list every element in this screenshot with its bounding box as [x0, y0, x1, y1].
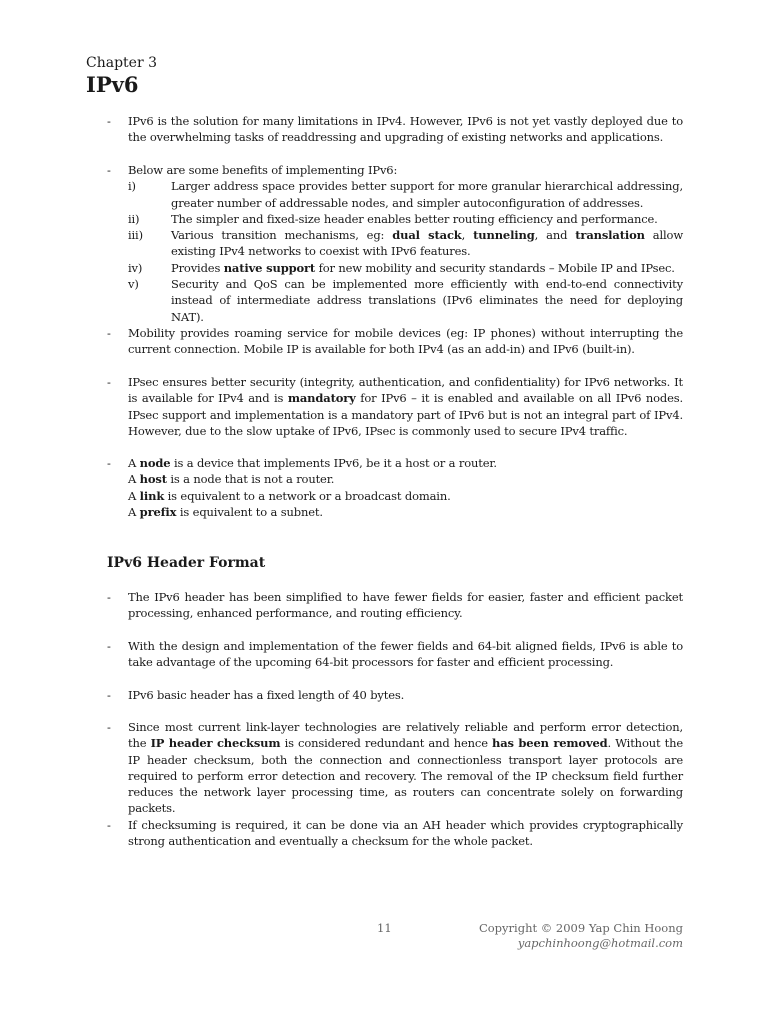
- bullet-text: Below are some benefits of implementing IPv6:: [128, 163, 398, 177]
- bullet-text: Since most current link-layer technologies are relatively reliable and perform error detection, the IP header checksum is considered redundant and hence has been removed. Without the IP header checksum, both the connection and connectionless transport layer protocols are required to perform error detection and recovery. The removal of the IP checksum field further reduces the network layer processing time, as routers can concentrate solely on forwarding packets.: [128, 720, 683, 816]
- benefit-number: i): [128, 179, 136, 194]
- bullet-text: IPv6 is the solution for many limitations in IPv4. However, IPv6 is not yet vastly deployed due to the overwhelming tasks of readdressing and upgrading of existing networks and applications.: [128, 114, 683, 145]
- bullet-text: The IPv6 header has been simplified to have fewer fields for easier, faster and efficient packet processing, enhanced performance, and routing efficiency.: [128, 590, 683, 621]
- benefit-number: ii): [128, 211, 140, 226]
- bullet-marker: -: [107, 590, 111, 604]
- definition-host: A host is a node that is not a router.: [128, 472, 335, 487]
- benefit-text: Security and QoS can be implemented more efficiently with end-to-end connectivity instead of intermediate address translations (IPv6 eliminates the need for deploying NAT).: [171, 277, 683, 324]
- bullet-marker: -: [107, 114, 111, 128]
- bullet-mobility: [107, 325, 683, 358]
- bullet-ah-header: [107, 817, 683, 850]
- benefit-text: The simpler and fixed-size header enables better routing efficiency and performance.: [171, 211, 658, 226]
- page-number: 11: [377, 921, 392, 935]
- benefit-item: [128, 260, 683, 276]
- bullet-intro: [107, 113, 683, 146]
- bullet-marker: -: [107, 720, 111, 734]
- term-translation: translation: [575, 228, 645, 243]
- benefit-item: [128, 227, 683, 260]
- bullet-marker: -: [107, 688, 111, 702]
- author-email: yapchinhoong@hotmail.com: [517, 936, 683, 950]
- term-dual-stack: dual stack: [392, 228, 462, 243]
- bullet-64bit: [107, 638, 683, 671]
- copyright-text: Copyright © 2009 Yap Chin Hoong: [478, 921, 683, 935]
- benefit-text: Various transition mechanisms, eg: dual stack, tunneling, and translation allow existing IPv4 networks to coexist with IPv6 features.: [171, 228, 684, 259]
- bullet-marker: -: [107, 639, 111, 653]
- page-title: IPv6: [86, 72, 139, 97]
- bullet-text: IPsec ensures better security (integrity, authentication, and confidentiality) for IPv6 networks. It is available for IPv4 and is mandatory for IPv6 – it is enabled and available on all IPv6 nodes. IPsec support and implementation is a mandatory part of IPv6 but is not an integral part of IPv4. However, due to the slow uptake of IPv6, IPsec is commonly used to secure IPv4 traffic.: [128, 375, 683, 438]
- definition-prefix: A prefix is equivalent to a subnet.: [128, 504, 323, 519]
- bullet-marker: -: [107, 456, 111, 470]
- section-title: IPv6 Header Format: [107, 555, 266, 571]
- bullet-marker: -: [107, 163, 111, 177]
- benefit-item: [128, 276, 683, 325]
- chapter-label: Chapter 3: [86, 55, 157, 71]
- bullet-marker: -: [107, 818, 111, 832]
- bullet-text: With the design and implementation of the fewer fields and 64-bit aligned fields, IPv6 is able to take advantage of the upcoming 64-bit processors for faster and efficient processing.: [128, 639, 683, 670]
- term-tunneling: tunneling: [473, 228, 535, 243]
- term-has-been-removed: has been removed: [492, 736, 608, 751]
- bullet-definitions: [107, 455, 683, 520]
- benefit-text: Provides native support for new mobility and security standards – Mobile IP and IPsec.: [171, 260, 675, 275]
- benefit-number: iii): [128, 228, 143, 243]
- bullet-text: If checksuming is required, it can be done via an AH header which provides cryptographically strong authentication and eventually a checksum for the whole packet.: [128, 818, 683, 849]
- footer-copyright: [479, 921, 683, 951]
- term-mandatory: mandatory: [287, 391, 356, 406]
- definition-link: A link is equivalent to a network or a broadcast domain.: [128, 488, 451, 503]
- bullet-text: Mobility provides roaming service for mobile devices (eg: IP phones) without interrupting the current connection. Mobile IP is available for both IPv4 (as an add-in) and IPv6 (built-in).: [128, 326, 683, 357]
- bullet-benefits: [107, 162, 683, 325]
- term-ip-header-checksum: IP header checksum: [150, 736, 281, 751]
- bullet-marker: -: [107, 326, 111, 340]
- benefit-text: Larger address space provides better support for more granular hierarchical addressing, greater number of addressable nodes, and simpler autoconfiguration of addresses.: [171, 179, 683, 210]
- benefit-item: [128, 178, 683, 211]
- benefit-number: v): [128, 277, 139, 292]
- definitions-list: [128, 455, 683, 520]
- benefit-item: [128, 211, 683, 227]
- benefit-number: iv): [128, 260, 143, 275]
- bullet-marker: -: [107, 375, 111, 389]
- definition-node: A node is a device that implements IPv6, be it a host or a router.: [128, 456, 497, 470]
- term-native-support: native support: [223, 260, 316, 275]
- bullet-ipsec: [107, 374, 683, 439]
- bullet-header-simplified: [107, 589, 683, 622]
- bullet-checksum: [107, 719, 683, 817]
- bullet-fixed-length: [107, 687, 683, 703]
- bullet-text: IPv6 basic header has a fixed length of 40 bytes.: [128, 688, 405, 702]
